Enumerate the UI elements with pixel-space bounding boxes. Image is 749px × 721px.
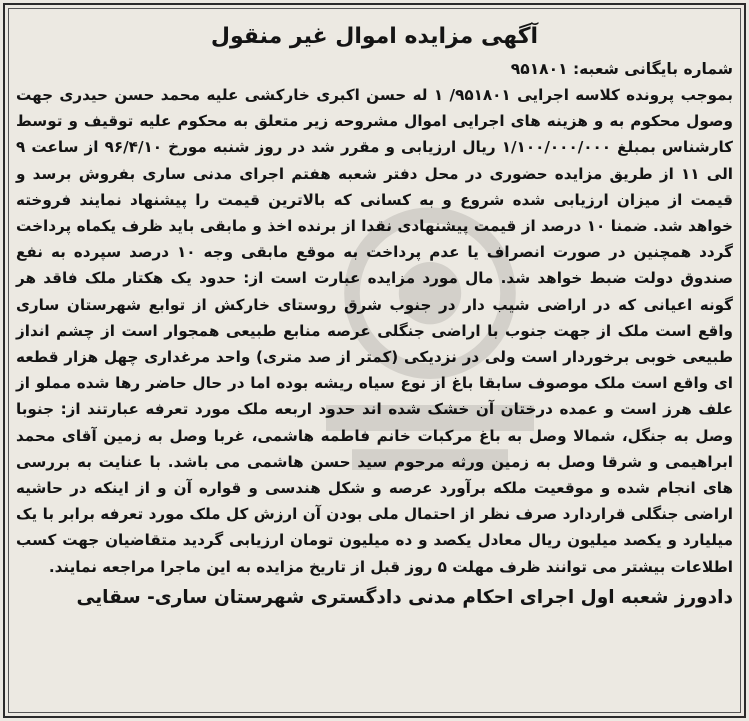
notice-signature: دادورز شعبه اول اجرای احکام مدنی دادگستری شهرستان ساری- سقایی [76, 586, 733, 608]
notice-title: آگهی مزایده اموال غیر منقول [210, 24, 539, 49]
notice-body: بموجب پرونده کلاسه اجرایی ۹۵۱۸۰۱/ ۱ له حسن اکبری خارکشی علیه محمد حسن حیدری جهت وصول محکوم به و هزینه های اجرایی اموال مشروحه زیر متعلق به محکوم علیه توقیف و توسط کارشناس بمبلغ ۱/۱۰۰/۰۰۰/۰۰۰ ریال ارزیابی و مقرر شد در روز شنبه مورخ ۹۶/۴/۱۰ از ساعت ۹ الی ۱۱ از طریق مزایده حضوری در محل دفتر شعبه هفتم اجرای مدنی ساری بفروش برسد و قیمت از میزان ارزیابی شده شروع و به کسانی که بالاترین قیمت را پیشنهاد نمایند فروخته خواهد شد. ضمنا ۱۰ درصد از قیمت پیشنهادی نقدا از برنده اخذ و مابقی باید ظرف یکماه پرداخت گردد همچنین در صورت انصراف یا عدم پرداخت به موقع مابقی وجه ۱۰ درصد سپرده به نفع صندوق دولت ضبط خواهد شد. مال مورد مزایده عبارت است از: حدود یک هکتار ملک فاقد هر گونه اعیانی که در اراضی شیب دار در جنوب شرق روستای خارکش از توابع شهرستان ساری واقع است ملک از جهت جنوب با اراضی جنگلی عرصه منابع طبیعی همجوار است از چشم انداز طبیعی خوبی برخوردار است ولی در نزدیکی (کمتر از صد متری) واحد مرغداری چهل هزار قطعه ای واقع است ملک موصوف سابقا باغ از نوع سیاه ریشه بوده اما در حال حاضر رها شده مملو از علف هرز است و عمده درختان آن خشک شده اند حدود اربعه ملک مورد تعرفه عبارتند از: جنوبا وصل به جنگل، شمالا وصل به باغ مرکبات خانم فاطمه هاشمی، غربا وصل به زمین آقای محمد ابراهیمی و شرقا وصل به زمین ورثه مرحوم سید حسن هاشمی می باشد. با عنایت به بررسی های انجام شده و موقعیت ملکه برآورد عرصه و شکل هندسی و قواره آن و از اینکه در حاشیه اراضی جنگلی قراردارد صرف نظر از احتمال ملی بودن آن ارزش کل ملک مورد تعرفه برابر با یک میلیارد و یکصد میلیون ریال معادل یکصد و ده میلیون تومان ارزیابی گردید متقاضیان جهت کسب اطلاعات بیشتر می توانند ظرف مهلت ۵ روز قبل از تاریخ مزایده به این ماجرا مراجعه نمایند. [16, 86, 733, 576]
archive-number: شماره بایگانی شعبه: ۹۵۱۸۰۱ [510, 60, 733, 78]
